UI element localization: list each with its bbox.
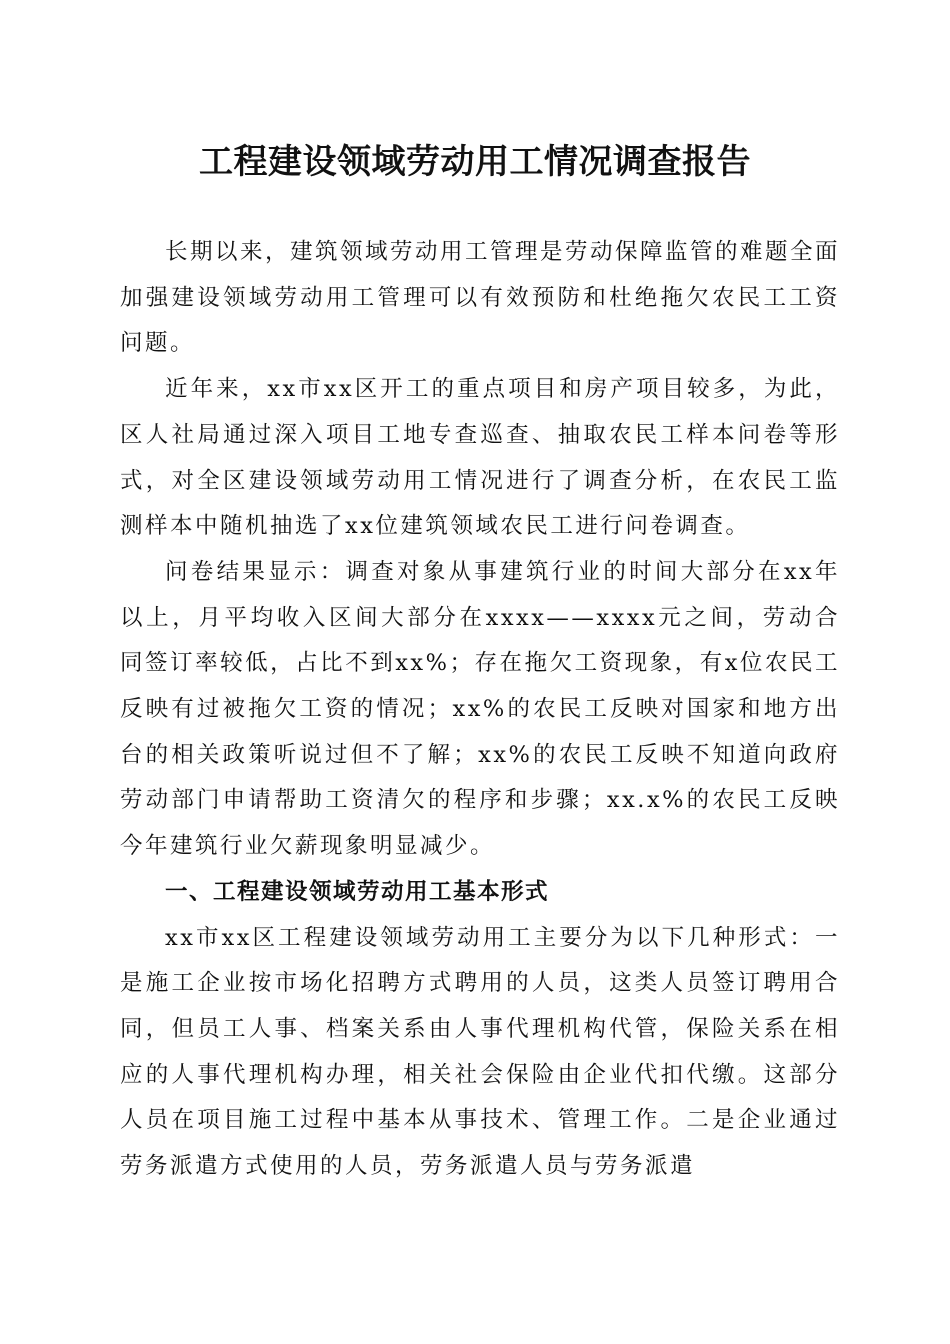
section-heading: 一、工程建设领域劳动用工基本形式 [165, 878, 550, 905]
document-title: 工程建设领域劳动用工情况调查报告 [199, 142, 751, 182]
document-body [120, 230, 840, 1190]
paragraph-intro: 长期以来，建筑领域劳动用工管理是劳动保障监管的难题全面加强建设领域劳动用工管理可以有效预防和杜绝拖欠农民工工资问题。 [120, 239, 841, 357]
paragraph-employment-forms: xx市xx区工程建设领域劳动用工主要分为以下几种形式：一是施工企业按市场化招聘方式聘用的人员，这类人员签订聘用合同，但员工人事、档案关系由人事代理机构代管，保险关系在相应的人事代理机构办理，相关社会保险由企业代扣代缴。这部分人员在项目施工过程中基本从事技术、管理工作。二是企业通过劳务派遣方式使用的人员，劳务派遣人员与劳务派遣 [120, 924, 840, 1180]
paragraph-background: 近年来，xx市xx区开工的重点项目和房产项目较多，为此，区人社局通过深入项目工地专查巡查、抽取农民工样本问卷等形式，对全区建设领域劳动用工情况进行了调查分析，在农民工监测样本中随机抽选了xx位建筑领域农民工进行问卷调查。 [120, 376, 840, 540]
paragraph-survey-results: 问卷结果显示：调查对象从事建筑行业的时间大部分在xx年以上，月平均收入区间大部分在xxxx——xxxx元之间，劳动合同签订率较低，占比不到xx%；存在拖欠工资现象，有x位农民工反映有过被拖欠工资的情况；xx%的农民工反映对国家和地方出台的相关政策听说过但不了解；xx%的农民工反映不知道向政府劳动部门申请帮助工资清欠的程序和步骤；xx.x%的农民工反映今年建筑行业欠薪现象明显减少。 [120, 558, 840, 860]
